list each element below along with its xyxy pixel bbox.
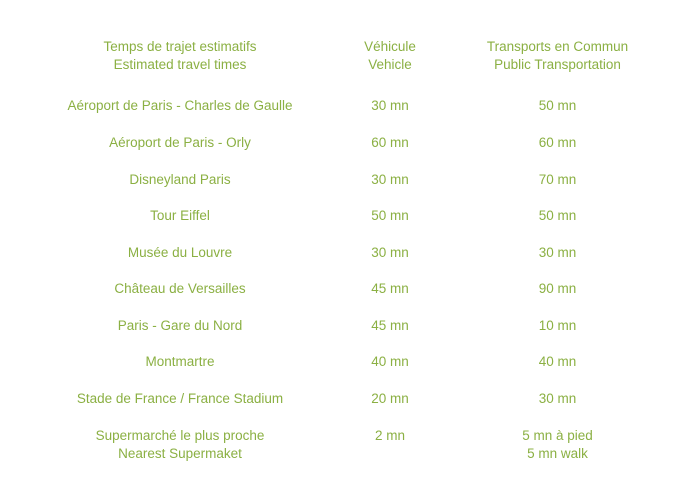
header-vehicle <box>335 38 445 74</box>
vehicle-time-cell: 2 mn <box>374 428 405 443</box>
vehicle-time-cell: 30 mn <box>371 172 409 187</box>
destination-cell: Montmartre <box>145 354 215 369</box>
destination-line-en: Nearest Supermaket <box>118 446 242 461</box>
header-destination-en: Estimated travel times <box>113 57 247 72</box>
public-time-cell: 70 mn <box>538 172 577 187</box>
header-vehicle-fr: Véhicule <box>364 39 416 54</box>
public-time-cell: 30 mn <box>538 245 577 260</box>
public-time-line-fr: 5 mn à pied <box>522 428 593 443</box>
public-time-cell: 50 mn <box>538 98 577 113</box>
public-time-cell <box>450 427 665 463</box>
public-time-cell: 30 mn <box>538 391 577 406</box>
vehicle-time-cell: 40 mn <box>371 354 409 369</box>
vehicle-time-cell: 45 mn <box>371 281 409 296</box>
vehicle-time-cell: 50 mn <box>371 208 409 223</box>
header-destination <box>40 38 320 74</box>
destination-cell <box>40 427 320 463</box>
destination-cell: Château de Versailles <box>114 281 246 296</box>
vehicle-time-cell: 30 mn <box>371 245 409 260</box>
vehicle-time-cell: 60 mn <box>371 135 409 150</box>
public-time-cell: 90 mn <box>538 281 577 296</box>
header-public <box>450 38 665 74</box>
vehicle-time-cell: 45 mn <box>371 318 409 333</box>
public-time-cell: 40 mn <box>538 354 577 369</box>
destination-cell: Aéroport de Paris - Charles de Gaulle <box>67 98 293 113</box>
destination-cell: Disneyland Paris <box>129 172 231 187</box>
destination-cell: Paris - Gare du Nord <box>117 318 243 333</box>
destination-cell: Tour Eiffel <box>150 208 210 223</box>
public-time-line-en: 5 mn walk <box>527 446 588 461</box>
header-destination-fr: Temps de trajet estimatifs <box>103 39 257 54</box>
header-vehicle-en: Vehicle <box>368 57 412 72</box>
header-public-fr: Transports en Commun <box>486 39 629 54</box>
destination-cell: Aéroport de Paris - Orly <box>109 135 251 150</box>
vehicle-time-cell: 20 mn <box>371 391 409 406</box>
header-public-en: Public Transportation <box>494 57 621 72</box>
destination-cell: Stade de France / France Stadium <box>76 391 284 406</box>
public-time-cell: 10 mn <box>538 318 577 333</box>
destination-cell: Musée du Louvre <box>127 245 233 260</box>
destination-line-fr: Supermarché le plus proche <box>95 428 265 443</box>
public-time-cell: 50 mn <box>538 208 577 223</box>
public-time-cell: 60 mn <box>538 135 577 150</box>
vehicle-time-cell: 30 mn <box>371 98 409 113</box>
